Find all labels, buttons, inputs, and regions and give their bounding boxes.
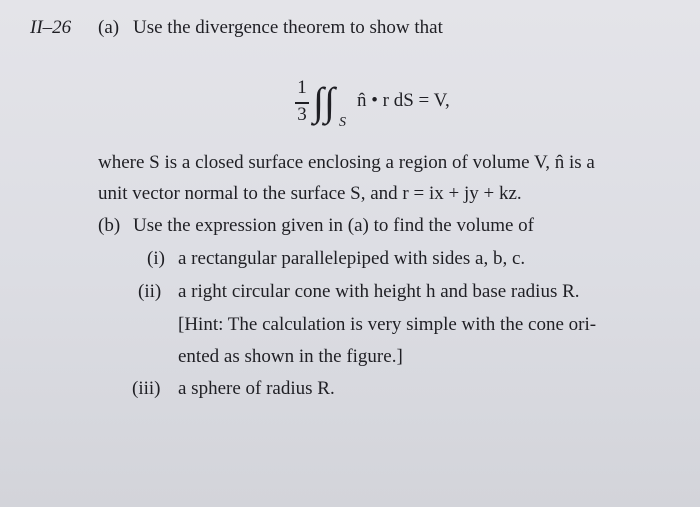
sub-item-hint-line-1: [Hint: The calculation is very simple with the cone ori-	[178, 314, 597, 335]
sub-item-text: a rectangular parallelepiped with sides a, b, c.	[178, 248, 526, 269]
problem-number: II–26	[30, 17, 72, 38]
sub-item-label: (i)	[147, 248, 165, 269]
part-b-label: (b)	[98, 215, 121, 236]
part-b-intro: Use the expression given in (a) to find the volume of	[133, 215, 535, 236]
part-a-line-2: unit vector normal to the surface S, and r = ix + jy + kz.	[98, 183, 522, 204]
sub-item-label: (iii)	[132, 378, 161, 399]
fraction-denominator: 3	[297, 104, 307, 125]
sub-item-text: a sphere of radius R.	[178, 378, 335, 399]
sub-item-text: a right circular cone with height h and base radius R.	[178, 281, 580, 302]
part-a-line-1: where S is a closed surface enclosing a region of volume V, n̂ is a	[98, 152, 595, 173]
sub-item-label: (ii)	[138, 281, 162, 302]
integrand: n̂ • r dS = V,	[357, 90, 450, 111]
double-integral-sign: ∫∫	[313, 79, 335, 124]
part-a-intro: Use the divergence theorem to show that	[133, 17, 443, 38]
integral-subscript: S	[339, 115, 346, 130]
part-a-label: (a)	[98, 17, 120, 38]
fraction-numerator: 1	[297, 77, 307, 98]
sub-item-hint-line-2: ented as shown in the figure.]	[178, 346, 403, 367]
